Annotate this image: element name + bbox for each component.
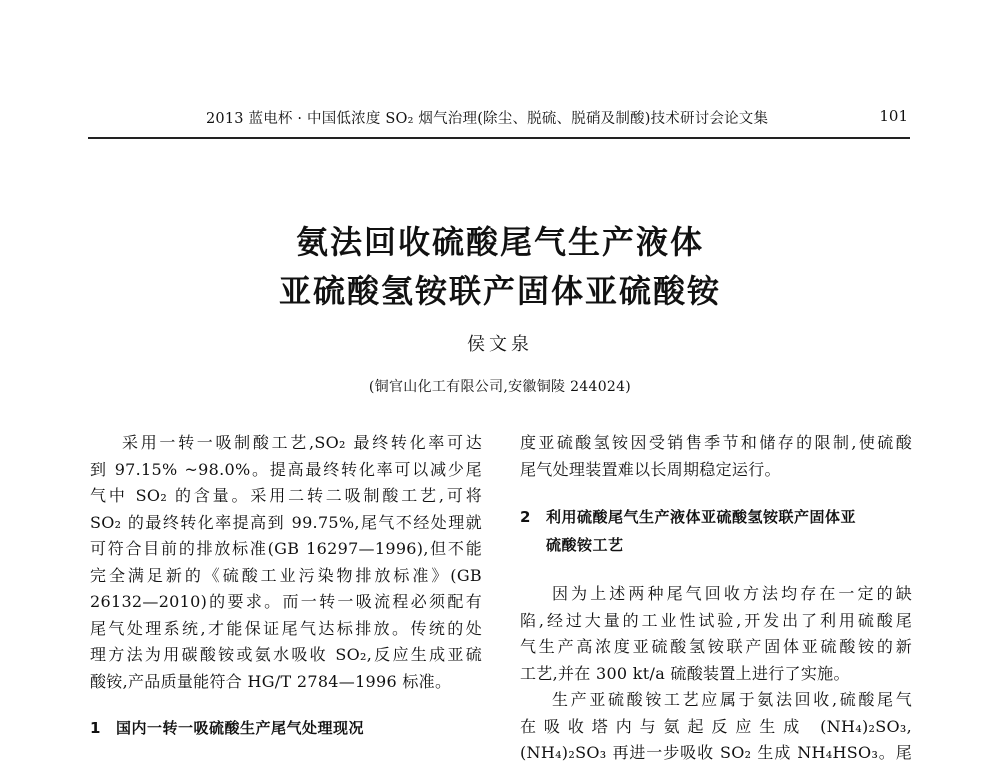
body-line: 工艺,并在 300 kt/a 硫酸装置上进行了实施。 [520,663,850,683]
body-line: 可符合目前的排放标准(GB 16297—1996),但不能 [90,539,482,558]
right-column [520,430,912,767]
section-title-line-1: 利用硫酸尾气生产液体亚硫酸氢铵联产固体亚 [546,508,857,526]
body-line: 理方法为用碳酸铵或氨水吸收 SO₂,反应生成亚硫 [90,645,482,664]
body-line: 酸铵,产品质量能符合 HG/T 2784—1996 标准。 [90,671,452,691]
body-line: 尾气处理系统,才能保证尾气达标排放。传统的处 [90,618,482,638]
body-line: 生产亚硫酸铵工艺应属于氨法回收,硫酸尾气 [552,690,912,709]
section-number: 1 [90,719,101,737]
section-title: 国内一转一吸硫酸生产尾气处理现况 [116,719,365,737]
section-number: 2 [520,508,531,526]
body-line: 度亚硫酸氢铵因受销售季节和储存的限制,使硫酸 [520,433,912,452]
body-line: SO₂ 的最终转化率提高到 99.75%,尾气不经处理就 [90,512,482,532]
body-line: 气中 SO₂ 的含量。采用二转二吸制酸工艺,可将 [90,486,482,505]
author-affiliation: (铜官山化工有限公司,安徽铜陵 244024) [368,379,632,395]
body-line: 采用一转一吸制酸工艺,SO₂ 最终转化率可达 [122,433,482,452]
header-title: 2013 蓝电杯 · 中国低浓度 SO₂ 烟气治理(除尘、脱硫、脱硝及制酸)技术研讨会论文集 [206,111,769,127]
page-number: 101 [879,107,908,125]
body-line: 气生产高浓度亚硫酸氢铵联产固体亚硫酸铵的新 [520,637,912,656]
body-line: 陷,经过大量的工业性试验,开发出了利用硫酸尾 [520,610,912,630]
body-line: 到 97.15% ~98.0%。提高最终转化率可以减少尾 [90,459,482,479]
section-2-heading [520,503,912,531]
body-line: 完全满足新的《硫酸工业污染物排放标准》(GB [90,565,482,585]
body-line: (NH₄)₂SO₃ 再进一步吸收 SO₂ 生成 NH₄HSO₃。尾 [520,743,912,762]
body-line: 因为上述两种尾气回收方法均存在一定的缺 [552,584,912,603]
article-title-line-1: 氨法回收硫酸尾气生产液体 [295,223,704,261]
body-line: 在吸收塔内与氨起反应生成 (NH₄)₂SO₃, [520,716,912,736]
body-line: 尾气处理装置难以长周期稳定运行。 [520,459,781,479]
left-column [90,430,482,738]
running-header [88,103,910,139]
body-line: 26132—2010)的要求。而一转一吸流程必须配有 [90,592,482,611]
article-title-line-2: 亚硫酸氢铵联产固体亚硫酸铵 [278,272,721,310]
author-name: 侯文泉 [467,334,533,355]
section-title-line-2: 硫酸铵工艺 [546,536,624,554]
section-1-heading [90,717,482,738]
